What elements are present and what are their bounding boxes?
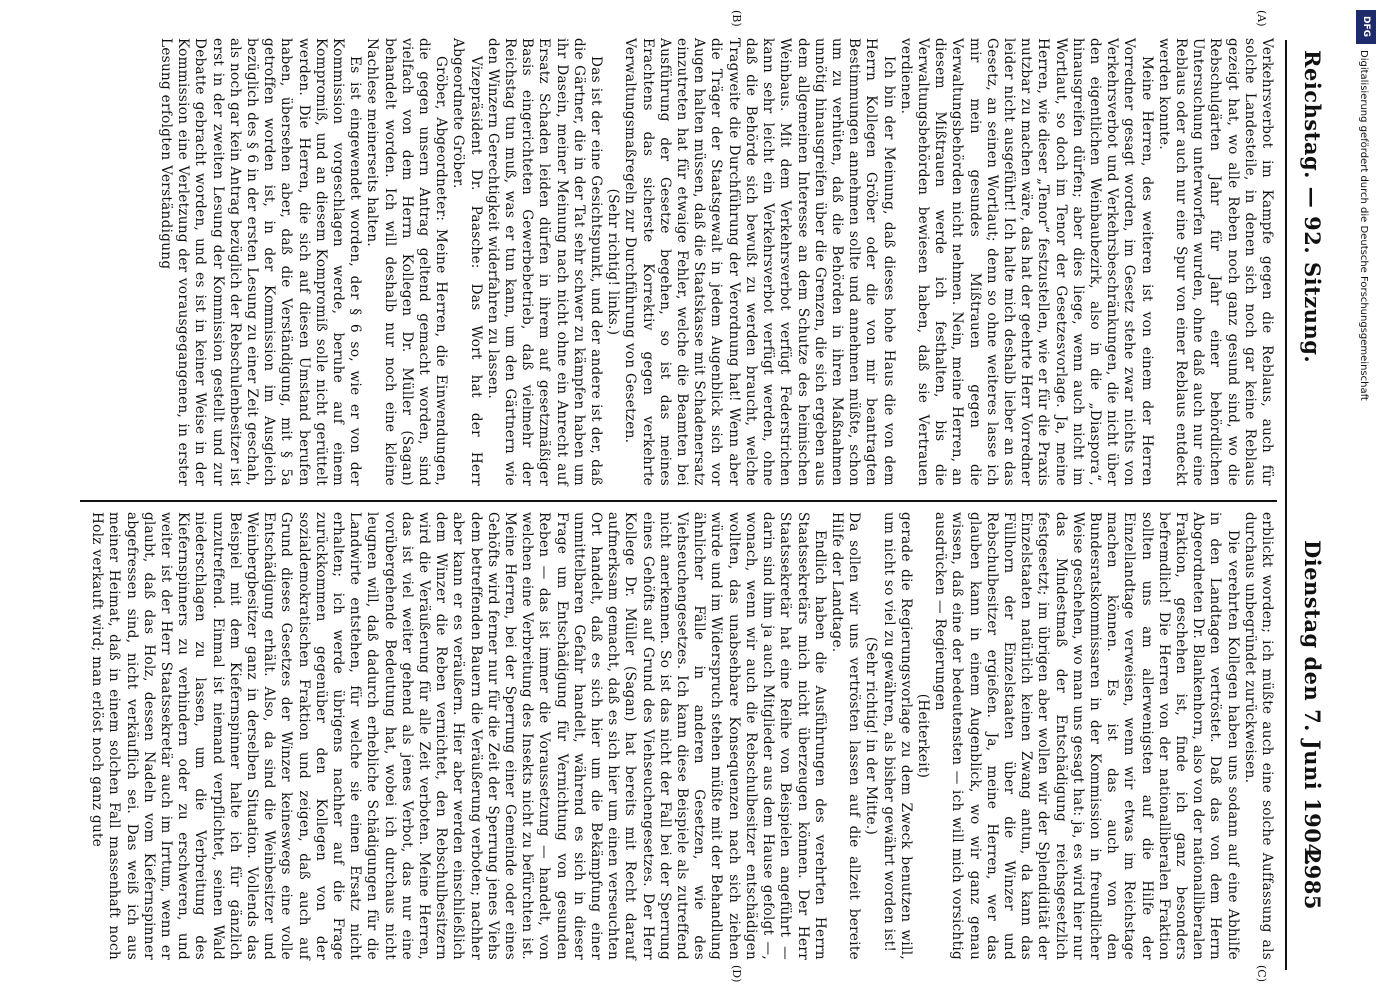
text-column-left (157, 38, 1275, 486)
paragraph: Die verehrten Kollegen haben uns sodann auf eine Abhilfe in den Landtagen vertröstet. Daß das von dem Herrn Abgeordneten Dr. Blankenhorn, also von der nationalliberalen Fraktion, geschehen ist, finde ich ganz besonders befremdlich! Die Herren von der nationalliberalen Fraktion sollten uns am allerwenigsten auf die Hilfe der Einzellandtage verweisen, wenn wir etwas im Reichstage machen können. Es ist das auch von den Bundesratskommissaren in der Kommission in freundlicher Weise geschehen, wo man uns gesagt hat: ja, es wird hier nur das Mindestmaß der Entschädigung reichsgesetzlich festgesetzt; im übrigen aber wollen wir der Splendidität der Einzelstaaten natürlich keinen Zwang antun, da kann das Füllhorn der Einzelstaaten über die Winzer und Rebschulbesitzer ergießen. Ja, meine Herren, wer das glauben kann in einem Augenblick, wo wir ganz genau wissen, daß eine der bedeutensten — ich will mich vorsichtig ausdrücken — Regierungen (932, 512, 1241, 960)
margin-marker-c: (C) (1255, 965, 1268, 982)
header-rule (1285, 40, 1287, 970)
text-column-right (88, 512, 1275, 960)
digitization-credit: Digitalisierung gefördert durch die Deutsche Forschungsgemeinschaft (1358, 50, 1369, 401)
running-header-date: Dienstag den 7. Juni 1904. (1300, 540, 1325, 867)
interjection: (Sehr richtig! in der Mitte.) (863, 636, 880, 836)
dfg-logo: DFG (1356, 10, 1376, 44)
paragraph: erblickt worden; ich müßte auch eine solche Auffassung als durchaus unbegründet zurückweisen. (1241, 512, 1275, 960)
paragraph: Das ist der eine Gesichtspunkt, und der andere ist der, daß die Gärtner, die in der Tat sehr schwer zu kämpfen haben um ihr Dasein, meiner Meinung nach nicht ohne ein Anrecht auf Ersatz Schaden leiden dürfen in ihrem auf gesetzmäßiger Basis eingerichteten Gewerbebetrieb, daß vielmehr der Reichstag tun muß, was er tun kann, um den Gärtnern wie den Winzern Gerechtigkeit widerfahren zu lassen. (484, 38, 605, 486)
column-rule (80, 500, 1277, 502)
paragraph: Meine Herren, des weiteren ist von einem der Herren Vorredner gesagt worden, im Gesetz stehe zwar nichts von Verkehrsverbot und Verkehrsbeschränkungen, die nicht über den eigentlichen Weinbaubezirk, also in die „Diaspora“, hinausgreifen dürfen; aber dies liege, wenn auch nicht im Wortlaut, so doch im Tenor der Gesetzesvorlage. Ja, meine Herren, wie dieser „Tenor“ festzustellen, wie er für die Praxis nutzbar zu machen wäre, das hat der geehrte Herr Vorredner leider nicht ausgeführt! Ich halte mich deshalb lieber an das Gesetz, an seinen Wortlaut; denn so ohne weiteres lasse ich mir mein gesundes Mißtrauen gegen die Verwaltungsbehörden nicht nehmen. Nein, meine Herren, an diesem Mißtrauen werde ich festhalten, bis die Verwaltungsbehörden bewiesen haben, daß sie Vertrauen verdienen. (897, 38, 1155, 486)
digitization-strip (1352, 0, 1383, 1000)
running-header-left: Reichstag. — 92. Sitzung. (1300, 50, 1325, 364)
paragraph: Ich bin der Meinung, daß dieses hohe Haus die von dem Herrn Kollegen Gröber oder die von mir beantragten Bestimmungen annehmen sollte und annehmen müßte, schon um zu verhüten, daß die Behörden in ihren Maßnahmen unnötig hinausgreifen über die Grenzen, die sich ergeben aus dem allgemeinen Interesse an dem Schutze des heimischen Weinbaus. Mit dem Verkehrsverbot verfügt Federstrichen kann sehr leicht ein Verkehrsverbot verfügt werden, ohne daß die Behörde sich bewußt zu werden braucht, welche Tragweite die Durchführung der Verordnung hat! Wenn aber die Träger der Staatsgewalt in jedem Augenblick sich vor Augen halten müssen, daß die Staatskasse mit Schadenersatz einzutreten hat für etwaige Fehler, welche die Beamten bei Ausführung der Gesetze begehen, so ist das meines Erachtens das sicherste Korrektiv gegen verkehrte Verwaltungsmaßregeln zur Durchführung von Gesetzen. (622, 38, 897, 486)
paragraph: Endlich haben die Ausführungen des verehrten Herrn Staatssekretärs mich nicht überzeugen können. Der Herr Staatssekretär hat eine Reihe von Beispielen angeführt — darin sind ihm ja auch Mitglieder aus dem Hause gefolgt —, wonach, wenn wir auch die Rebschulbesitzer entschädigen wollten, das unabsehbare Konsequenzen nach sich ziehen würde und im Widerspruch stehen müßte mit der Behandlung ähnlicher Fälle in anderen Gesetzen, wie des Viehseuchengesetzes. Ich kann diese Beispiele als zutreffend nicht anerkennen. So ist das nicht der Fall bei der Sperrung eines Gehöfts auf Grund des Viehseuchengesetzes. Der Herr Kollege Dr. Müller (Sagan) hat bereits mit Recht darauf aufmerksam gemacht, daß es sich hier um einen verseuchten Ort handelt, daß es sich hier um die Bekämpfung einer unmittelbaren Gefahr handelt, während es sich in dieser Frage um Entschädigung für Vernichtung von gesunden Reben — das ist immer die Voraussetzung — handelt, von welchen eine Verbreitung des Insekts nicht zu befürchten ist. Meine Herren, bei der Sperrung einer Gemeinde oder eines Gehöfts wird ferner nur für die Zeit der Sperrung jenes Viehs dem betreffenden Bauern die Veräußerung verboten; nachher aber kann er es veräußern. Hier aber werden einschließlich dem Winzer die Reben vernichtet, den Rebschulbesitzern wird die Veräußerung für alle Zeit verboten. Meine Herren, das ist viel weiter gehend als jenes Verbot, das nur eine vorübergehende Bedeutung hat, wobei ich durchaus nicht leugnen will, daß dadurch erhebliche Schädigungen für die Landwirte entstehen, für welche sie einen Ersatz nicht erhalten; ich werde übrigens nachher auf die Frage zurückkommen gegenüber den Kollegen von der sozialdemokratischen Fraktion und zeigen, daß auch auf Grund dieses Gesetzes der Winzer keineswegs eine volle Entschädigung erhält. Also, da sind die Weinbesitzer und Weinbergbesitzer ganz in derselben Situation. Vollends das Beispiel mit dem Kiefernspinner halte ich für gänzlich unzutreffend. Einmal ist niemand verpflichtet, seinen Wald niederschlagen zu lassen, um die Verbreitung des Kiefernspinners zu verhindern oder zu erschweren, und weiter ist der Herr Staatssekretär auch im Irrtum, wenn er glaubt, daß das Holz, dessen Nadeln vom Kiefernspinner abgefressen sind, nicht verkäuflich sei. Das weiß ich aus meiner Heimat, daß in einem solchen Fall massenhaft noch Holz verkauft wird; man erlöst noch ganz gute (89, 512, 828, 960)
paragraph: gerade die Regierungsvorlage zu dem Zweck benutzen will, um nicht so viel zu gewähren, als bisher gewährt worden ist! (880, 512, 914, 960)
margin-marker-d: (D) (730, 965, 743, 983)
paragraph: Es ist eingewendet worden, der § 6 so, wie er von der Kommission vorgeschlagen werde, beruhe auf einem Kompromiß, und an diesem Kompromiß solle nicht gerüttelt werden. Die Herren, die sich auf diesen Umstand berufen haben, übersehen aber, daß die Verständigung, mit § 5a getroffen worden ist, in der Kommission im Ausgleich bezüglich des § 6 in der ersten Lesung zu einer Zeit geschah, als noch gar kein Antrag bezüglich der Rebschulenbesitzer ist erst in der zweiten Lesung der Kommission gestellt und zur Debatte gebracht worden, und es ist in keiner Weise in der Kommission eine Verletzung der vorausgegangenen, in erster Lesung erfolgten Verständigung (158, 38, 364, 486)
speaker-announcement: Vizepräsident Dr. Paasche: Das Wort hat der Herr Abgeordnete Gröber. (450, 38, 484, 486)
paragraph: Verkehrsverbot im Kampfe gegen die Reblaus, auch für solche Landesteile, in denen sich noch gar keine Reblaus gezeigt hat, wo alle Reben noch ganz gesund sind, wo die Rebschulgärten Jahr für Jahr einer behördlichen Untersuchung unterworfen wurden, ohne daß auch nur eine Reblaus oder auch nur eine Spur von einer Reblaus entdeckt werden konnte. (1155, 38, 1275, 486)
interjection: (Heiterkeit) (914, 693, 931, 779)
margin-marker-b: (B) (730, 10, 743, 27)
paragraph: Da sollen wir uns vertrösten lassen auf die allzeit bereite Hilfe der Landtage. (828, 512, 863, 960)
interjection: (Sehr richtig! links.) (605, 188, 622, 336)
margin-marker-a: (A) (1255, 10, 1268, 27)
page-number: 2985 (1300, 849, 1325, 910)
paragraph: Gröber, Abgeordneter: Meine Herren, die Einwendungen, die gegen unsern Antrag geltend gemacht worden, sind vielfach von dem Herrn Kollegen Dr. Müller (Sagan) behandelt worden. Ich will deshalb nur noch eine kleine Nachlese meinerseits halten. (364, 38, 450, 486)
